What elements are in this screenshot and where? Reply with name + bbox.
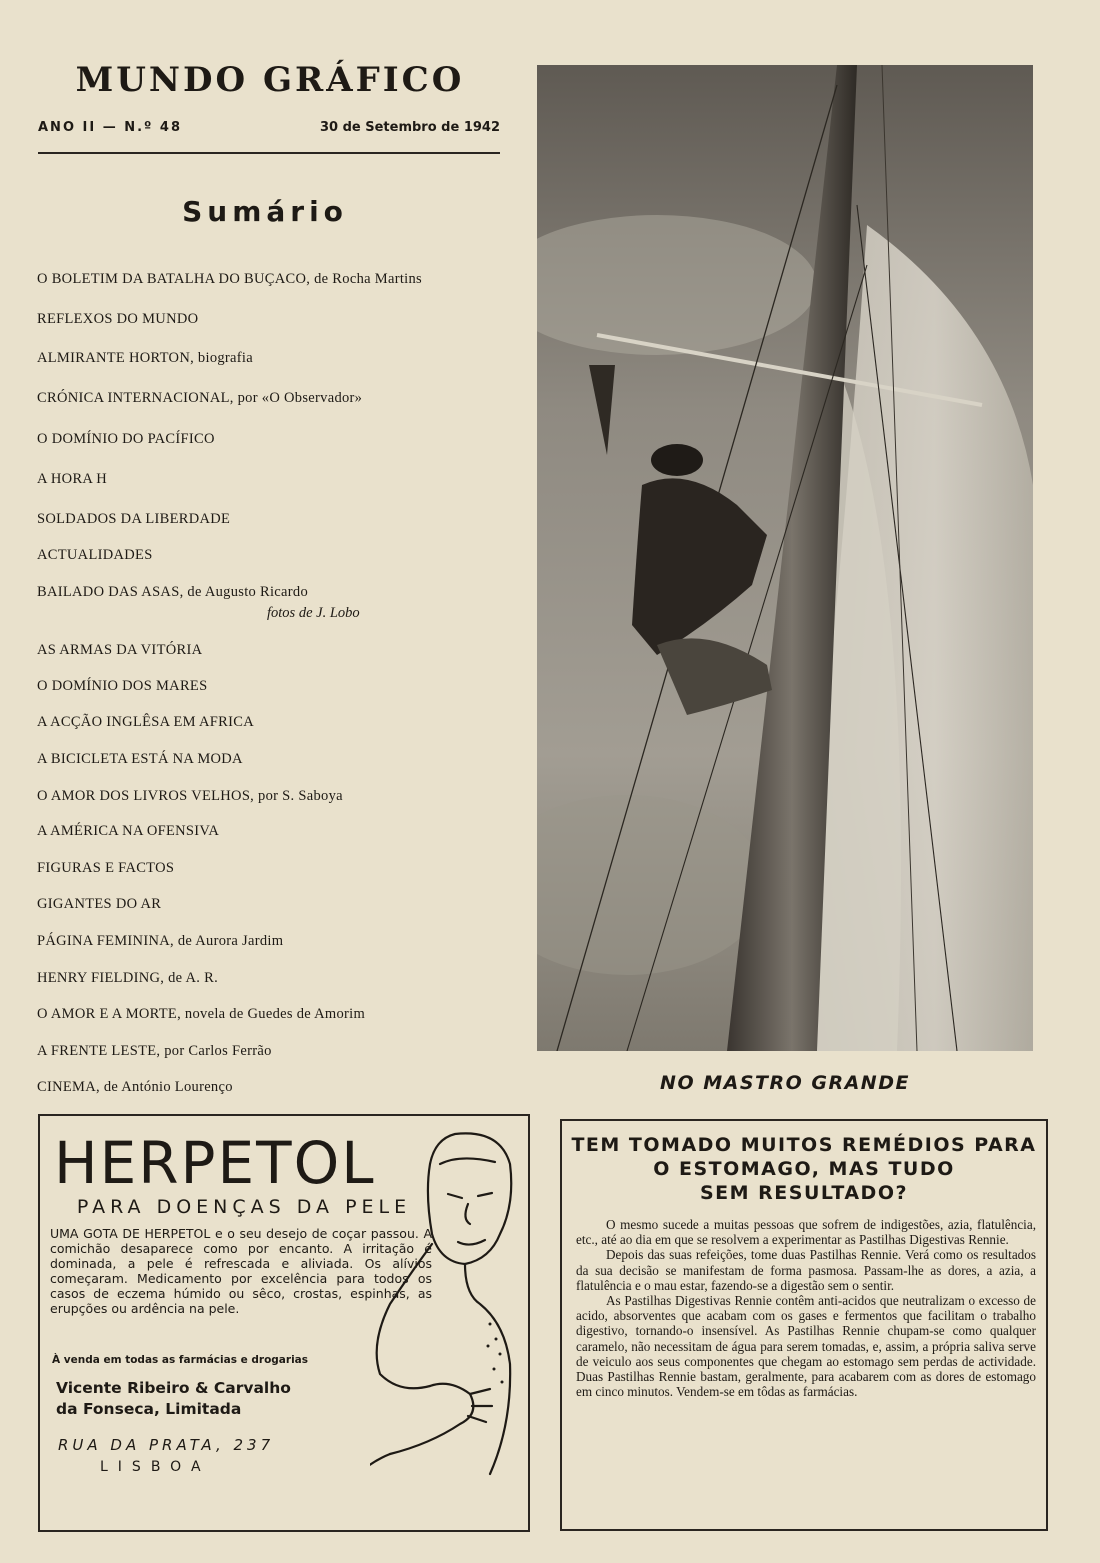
- headline-line: TEM TOMADO MUITOS REMÉDIOS PARA: [571, 1134, 1037, 1156]
- toc-item: SOLDADOS DA LIBERDADE: [37, 511, 231, 527]
- company-line: da Fonseca, Limitada: [56, 1400, 242, 1418]
- herpetol-ad: [38, 1114, 530, 1532]
- issue-number: ANO II — N.º 48: [38, 120, 183, 135]
- toc-item: FIGURAS E FACTOS: [37, 860, 175, 876]
- toc-item: PÁGINA FEMININA, de Aurora Jardim: [37, 933, 284, 949]
- toc-item: A AMÉRICA NA OFENSIVA: [37, 823, 220, 839]
- rennie-paragraph: O mesmo sucede a muitas pessoas que sofrem de indigestões, azia, flatulência, etc., até ao dia em que se resolvem a experimentar as Pastilhas Digestivas Rennie.: [576, 1217, 1036, 1248]
- toc-item: BAILADO DAS ASAS, de Augusto Ricardo: [37, 584, 308, 600]
- herpetol-city: LISBOA: [100, 1459, 211, 1475]
- toc-item: AS ARMAS DA VITÓRIA: [37, 642, 203, 658]
- rennie-ad: [560, 1119, 1048, 1531]
- herpetol-street: RUA DA PRATA, 237: [58, 1436, 275, 1454]
- rennie-paragraph: As Pastilhas Digestivas Rennie contêm anti-acidos que neutralizam o excesso de acido, absorventes que acabam com os gases e fermentos que facilitam o trabalho digestivo, tornando-o insensível. As Pastilhas Rennie chupam-se como qualquer caramelo, não necessitam de água para serem tomadas, e, assim, a própria saliva serve de veiculo aos seus componentes que chegam ao estomago sem perdas de actividade. Duas Pastilhas Rennie bastam, geralmente, para acabarem com as dores de estomago em cinco minutos. Vendem-se em tôdas as farmácias.: [576, 1293, 1036, 1400]
- toc-item: A FRENTE LESTE, por Carlos Ferrão: [37, 1043, 272, 1059]
- toc-item: CINEMA, de António Lourenço: [37, 1079, 233, 1095]
- scratching-man-illustration: [370, 1124, 520, 1524]
- rennie-body: [576, 1217, 1036, 1399]
- toc-item: CRÓNICA INTERNACIONAL, por «O Observador»: [37, 390, 363, 406]
- mast-illustration: [537, 65, 1033, 1051]
- photo-caption: NO MASTRO GRANDE: [660, 1072, 910, 1094]
- toc-item: REFLEXOS DO MUNDO: [37, 311, 199, 327]
- toc-item: A HORA H: [37, 471, 108, 487]
- toc-item: A BICICLETA ESTÁ NA MODA: [37, 751, 243, 767]
- issue-date: 30 de Setembro de 1942: [319, 120, 500, 135]
- toc-item: ACTUALIDADES: [37, 547, 153, 563]
- summary-heading: Sumário: [182, 195, 348, 228]
- herpetol-company: [56, 1378, 291, 1420]
- toc-item: A ACÇÃO INGLÊSA EM AFRICA: [37, 714, 254, 730]
- toc-item: O DOMÍNIO DOS MARES: [37, 678, 208, 694]
- toc-item: ALMIRANTE HORTON, biografia: [37, 350, 253, 366]
- toc-item: O AMOR DOS LIVROS VELHOS, por S. Saboya: [37, 788, 343, 804]
- toc-item: GIGANTES DO AR: [37, 896, 162, 912]
- herpetol-body: UMA GOTA DE HERPETOL e o seu desejo de coçar passou. A comichão desaparece como por encanto. A irritação é dominada, a pele é refrescada e aliviada. Os alívios começaram. Medicamento por excelência para todos os casos de eczema húmido ou sêco, crostas, espinhas, as erupções ou ardência na pele.: [50, 1226, 432, 1316]
- headline-line: SEM RESULTADO?: [699, 1182, 908, 1204]
- magazine-title: MUNDO GRÁFICO: [75, 60, 465, 100]
- herpetol-brand: HERPETOL: [54, 1129, 376, 1197]
- rennie-headline: [570, 1133, 1038, 1205]
- headline-line: O ESTOMAGO, MAS TUDO: [653, 1158, 955, 1180]
- company-line: Vicente Ribeiro & Carvalho: [56, 1379, 291, 1397]
- herpetol-tagline: PARA DOENÇAS DA PELE: [76, 1196, 412, 1218]
- toc-item: O BOLETIM DA BATALHA DO BUÇACO, de Rocha Martins: [37, 271, 422, 287]
- toc-item: HENRY FIELDING, de A. R.: [37, 970, 219, 986]
- header-divider: [38, 152, 500, 154]
- toc-item: O DOMÍNIO DO PACÍFICO: [37, 431, 215, 447]
- herpetol-sale-note: À venda em todas as farmácias e drogarias: [52, 1354, 308, 1366]
- mast-photo: [537, 65, 1033, 1051]
- toc-item: O AMOR E A MORTE, novela de Guedes de Amorim: [37, 1006, 366, 1022]
- rennie-paragraph: Depois das suas refeições, tome duas Pastilhas Rennie. Verá como os resultados da sua decisão se manifestam de forma pasmosa. Passam-lhe as dores, a azia, a flatulência e o mau estar, fazendo-se a digestão sem o sentir.: [576, 1247, 1036, 1293]
- photo-credit: fotos de J. Lobo: [267, 605, 360, 621]
